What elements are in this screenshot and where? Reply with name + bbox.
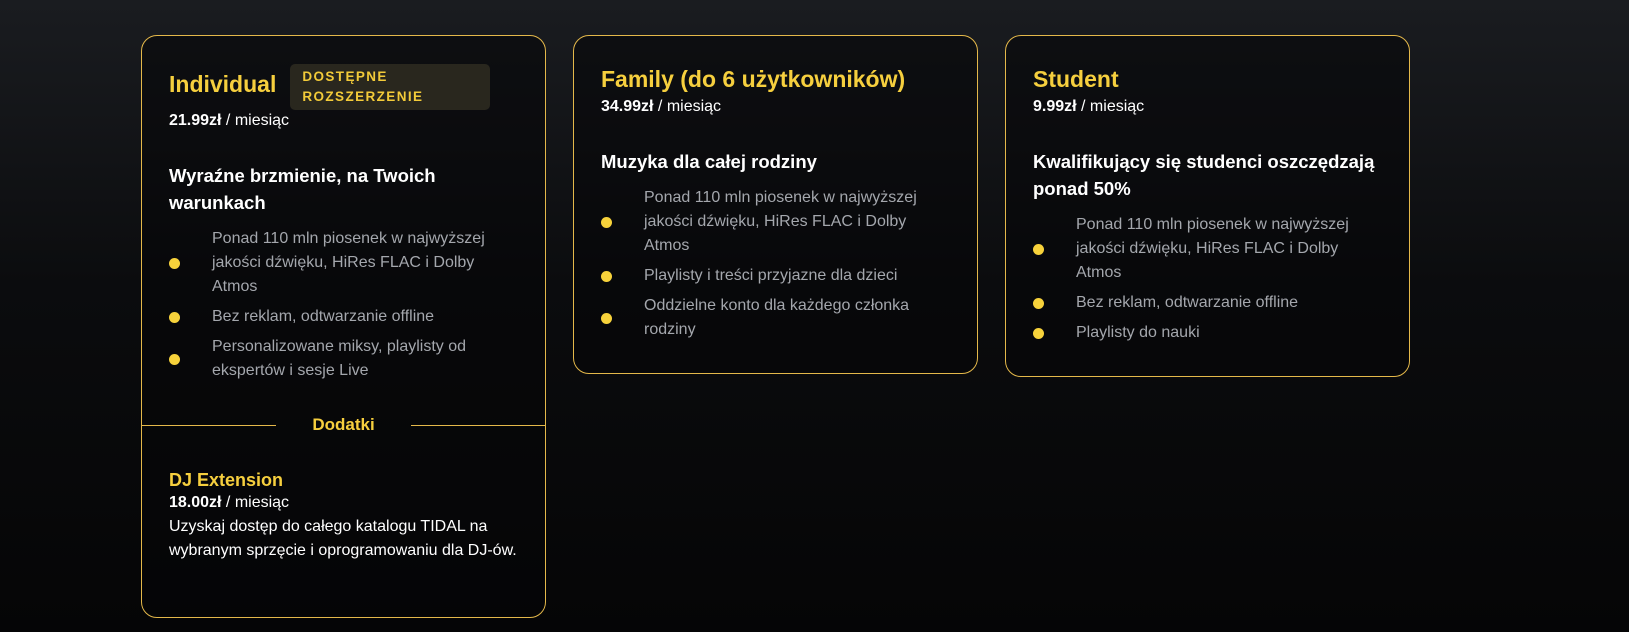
plan-card-individual[interactable] bbox=[141, 35, 546, 618]
price-amount: 21.99zł bbox=[169, 112, 222, 129]
feature-item bbox=[169, 224, 518, 302]
bullet-dot-icon bbox=[169, 312, 180, 323]
bullet-dot-icon bbox=[1033, 298, 1044, 309]
feature-item bbox=[1033, 288, 1382, 318]
feature-item bbox=[1033, 318, 1382, 348]
feature-text: Bez reklam, odtwarzanie offline bbox=[212, 308, 435, 325]
feature-text: Bez reklam, odtwarzanie offline bbox=[1076, 294, 1299, 311]
feature-list bbox=[1033, 210, 1382, 348]
addons-divider bbox=[142, 413, 545, 437]
price-amount: 34.99zł bbox=[601, 98, 654, 115]
bullet-dot-icon bbox=[1033, 244, 1044, 255]
feature-item bbox=[601, 261, 950, 291]
bullet-dot-icon bbox=[1033, 328, 1044, 339]
plan-headline: Wyraźne brzmienie, na Twoich warunkach bbox=[169, 165, 436, 213]
feature-text: Oddzielne konto dla każdego członka rodziny bbox=[644, 297, 910, 338]
feature-text: Playlisty do nauki bbox=[1076, 324, 1200, 341]
feature-list bbox=[601, 183, 950, 345]
plan-card-student[interactable] bbox=[1005, 35, 1410, 377]
feature-list bbox=[169, 224, 518, 386]
plan-title: Family (do 6 użytkowników) bbox=[601, 66, 906, 92]
price-period: / miesiąc bbox=[653, 98, 722, 115]
feature-item bbox=[601, 183, 950, 261]
plan-price bbox=[1033, 96, 1382, 118]
divider-line bbox=[142, 425, 276, 426]
price-period: / miesiąc bbox=[221, 494, 290, 511]
feature-item bbox=[1033, 210, 1382, 288]
price-period: / miesiąc bbox=[1076, 98, 1145, 115]
extension-available-badge: DOSTĘPNE ROZSZERZENIE bbox=[290, 64, 490, 110]
plan-header bbox=[169, 64, 518, 110]
addon-title: DJ Extension bbox=[169, 470, 284, 490]
feature-text: Ponad 110 mln piosenek w najwyższej jakości dźwięku, HiRes FLAC i Dolby Atmos bbox=[212, 230, 485, 295]
divider-line bbox=[411, 425, 545, 426]
price-period: / miesiąc bbox=[221, 112, 290, 129]
bullet-dot-icon bbox=[169, 258, 180, 269]
plan-headline: Muzyka dla całej rodziny bbox=[601, 151, 817, 172]
feature-text: Ponad 110 mln piosenek w najwyższej jakości dźwięku, HiRes FLAC i Dolby Atmos bbox=[1076, 216, 1349, 281]
addons-label: Dodatki bbox=[312, 415, 375, 434]
feature-text: Ponad 110 mln piosenek w najwyższej jakości dźwięku, HiRes FLAC i Dolby Atmos bbox=[644, 189, 917, 254]
feature-text: Personalizowane miksy, playlisty od ekspertów i sesje Live bbox=[212, 338, 467, 379]
bullet-dot-icon bbox=[601, 313, 612, 324]
feature-item bbox=[169, 302, 518, 332]
addon-description: Uzyskaj dostęp do całego katalogu TIDAL na wybranym sprzęcie i oprogramowaniu dla DJ-ów. bbox=[169, 518, 517, 559]
feature-text: Playlisty i treści przyjazne dla dzieci bbox=[644, 267, 898, 284]
addon-dj-extension[interactable] bbox=[169, 468, 519, 563]
bullet-dot-icon bbox=[601, 217, 612, 228]
bullet-dot-icon bbox=[169, 354, 180, 365]
plan-card-family[interactable] bbox=[573, 35, 978, 374]
feature-item bbox=[601, 291, 950, 345]
plan-price bbox=[169, 110, 518, 132]
plan-price bbox=[601, 96, 950, 118]
plan-title: Student bbox=[1033, 66, 1119, 92]
price-amount: 9.99zł bbox=[1033, 98, 1077, 115]
feature-item bbox=[169, 332, 518, 386]
plan-title: Individual bbox=[169, 71, 277, 97]
plan-headline: Kwalifikujący się studenci oszczędzają ponad 50% bbox=[1033, 151, 1375, 199]
price-amount: 18.00zł bbox=[169, 494, 222, 511]
bullet-dot-icon bbox=[601, 271, 612, 282]
addon-price bbox=[169, 492, 519, 514]
